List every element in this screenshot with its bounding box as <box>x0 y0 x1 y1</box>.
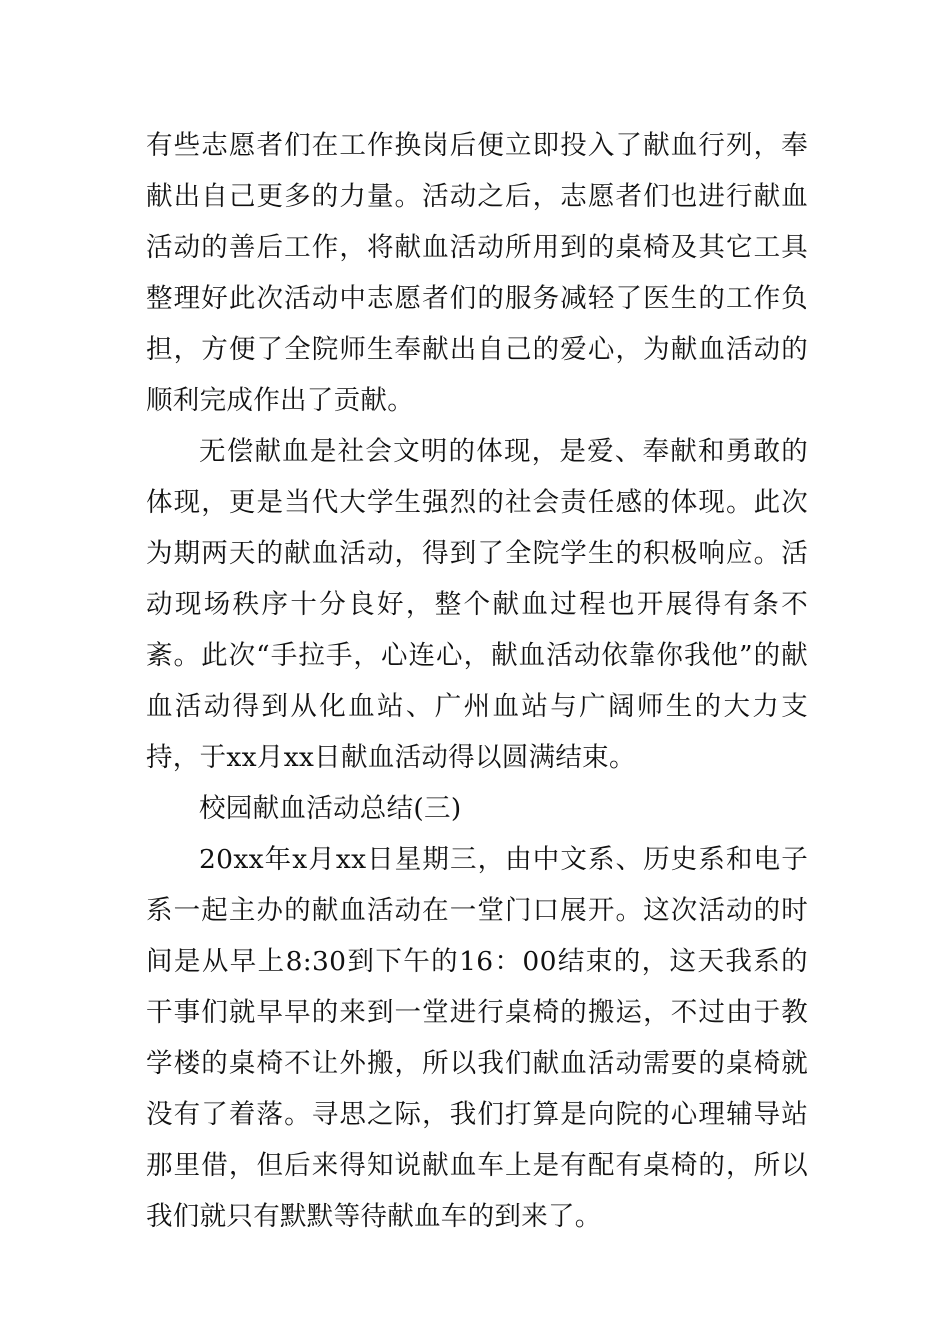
document-body <box>146 120 808 1242</box>
section-heading: 校园献血活动总结(三) <box>199 793 462 824</box>
paragraph-blood-donation-reflection: 无偿献血是社会文明的体现，是爱、奉献和勇敢的体现，更是当代大学生强烈的社会责任感的体现。此次为期两天的献血活动，得到了全院学生的积极响应。活动现场秩序十分良好，整个献血过程也开展得有条不紊。此次“手拉手，心连心，献血活动依靠你我他”的献血活动得到从化血站、广州血站与广阔师生的大力支持，于xx月xx日献血活动得以圆满结束。 <box>146 436 808 773</box>
paragraph-event-description: 20xx年x月xx日星期三，由中文系、历史系和电子系一起主办的献血活动在一堂门口展开。这次活动的时间是从早上8:30到下午的16：00结束的，这天我系的干事们就早早的来到一堂进行桌椅的搬运，不过由于教学楼的桌椅不让外搬，所以我们献血活动需要的桌椅就没有了着落。寻思之际，我们打算是向院的心理辅导站那里借，但后来得知说献血车上是有配有桌椅的，所以我们就只有默默等待献血车的到来了。 <box>146 844 808 1232</box>
paragraph-continuation: 有些志愿者们在工作换岗后便立即投入了献血行列，奉献出自己更多的力量。活动之后，志愿者们也进行献血活动的善后工作，将献血活动所用到的桌椅及其它工具整理好此次活动中志愿者们的服务减轻了医生的工作负担，方便了全院师生奉献出自己的爱心，为献血活动的顺利完成作出了贡献。 <box>146 130 808 416</box>
